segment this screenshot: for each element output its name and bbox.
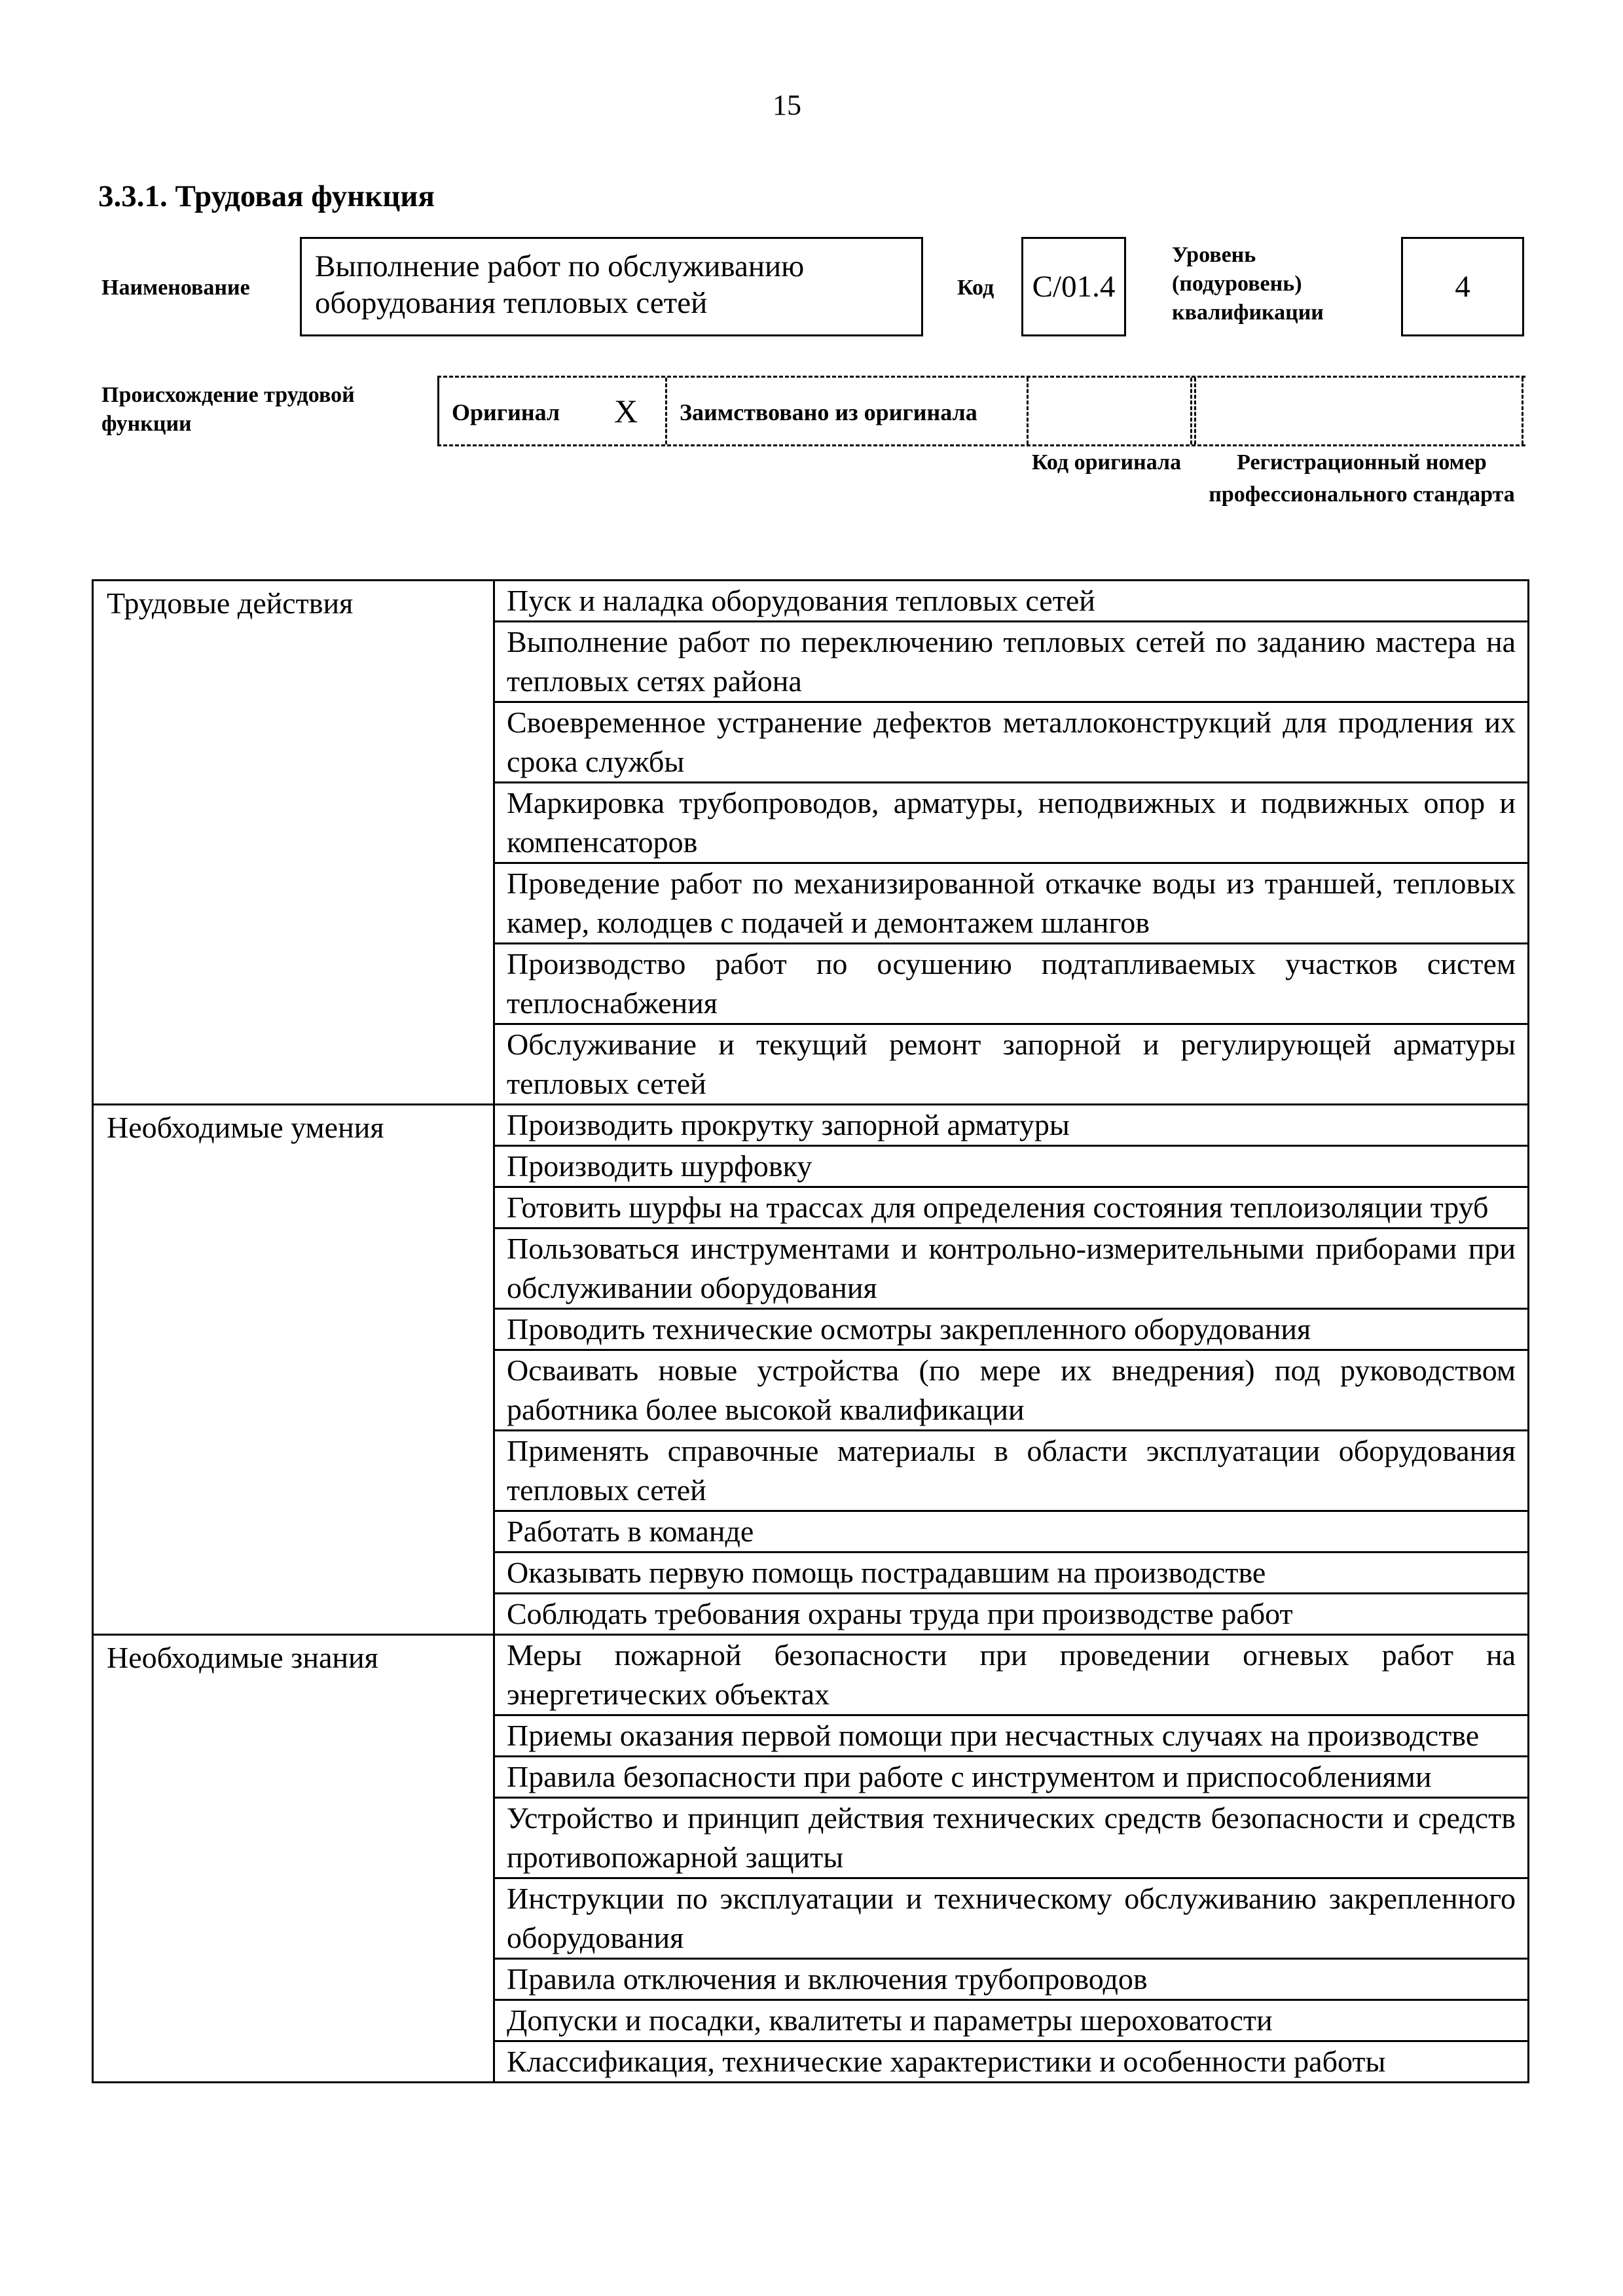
qualification-level-box: 4 <box>1401 237 1524 336</box>
item-cell: Пользоваться инструментами и контрольно-измерительными приборами при обслуживании оборудования <box>494 1229 1529 1309</box>
origin-original-label: Оригинал <box>452 399 560 425</box>
item-cell: Применять справочные материалы в области эксплуатации оборудования тепловых сетей <box>494 1431 1529 1511</box>
item-cell: Устройство и принцип действия технических средств безопасности и средств противопожарной защиты <box>494 1798 1529 1878</box>
item-cell: Работать в команде <box>494 1511 1529 1552</box>
origin-row <box>437 376 1525 446</box>
item-cell: Приемы оказания первой помощи при несчастных случаях на производстве <box>494 1715 1529 1757</box>
item-cell: Допуски и посадки, квалитеты и параметры шероховатости <box>494 2000 1529 2041</box>
name-label: Наименование <box>101 276 250 300</box>
origin-borrowed-label: Заимствовано из оригинала <box>680 399 977 425</box>
item-cell: Маркировка трубопроводов, арматуры, неподвижных и подвижных опор и компенсаторов <box>494 783 1529 863</box>
function-name-box: Выполнение работ по обслуживанию оборудования тепловых сетей <box>300 237 923 336</box>
item-cell: Производить прокрутку запорной арматуры <box>494 1105 1529 1146</box>
item-cell: Проводить технические осмотры закрепленного оборудования <box>494 1309 1529 1350</box>
origin-divider <box>437 378 439 444</box>
item-cell: Проведение работ по механизированной откачке воды из траншей, тепловых камер, колодцев с подачей и демонтажем шлангов <box>494 863 1529 944</box>
level-label: Уровень (подуровень) квалификации <box>1172 243 1324 325</box>
table-row <box>93 581 1529 622</box>
section-title: 3.3.1. Трудовая функция <box>98 179 435 213</box>
item-cell: Пуск и наладка оборудования тепловых сетей <box>494 581 1529 622</box>
item-cell: Соблюдать требования охраны труда при производстве работ <box>494 1594 1529 1635</box>
item-cell: Производить шурфовку <box>494 1146 1529 1187</box>
origin-label: Происхождение трудовой функции <box>101 383 355 437</box>
registration-number-caption: Регистрационный номер профессионального стандарта <box>1209 450 1515 507</box>
category-cell: Трудовые действия <box>93 581 494 1105</box>
origin-divider <box>1194 378 1196 444</box>
item-cell: Своевременное устранение дефектов металлоконструкций для продления их срока службы <box>494 702 1529 783</box>
origin-original-mark: X <box>614 393 638 429</box>
item-cell: Осваивать новые устройства (по мере их внедрения) под руководством работника более высокой квалификации <box>494 1350 1529 1431</box>
origin-code-caption: Код оригинала <box>1031 450 1182 475</box>
item-cell: Выполнение работ по переключению тепловых сетей по заданию мастера на тепловых сетях района <box>494 622 1529 702</box>
item-cell: Обслуживание и текущий ремонт запорной и регулирующей арматуры тепловых сетей <box>494 1024 1529 1105</box>
origin-divider <box>1027 378 1029 444</box>
table-row <box>93 1635 1529 1715</box>
code-label: Код <box>957 276 994 300</box>
item-cell: Производство работ по осушению подтапливаемых участков систем теплоснабжения <box>494 944 1529 1024</box>
category-cell: Необходимые знания <box>93 1635 494 2083</box>
item-cell: Классификация, технические характеристики и особенности работы <box>494 2041 1529 2083</box>
item-cell: Готовить шурфы на трассах для определения состояния теплоизоляции труб <box>494 1187 1529 1229</box>
item-cell: Правила отключения и включения трубопроводов <box>494 1959 1529 2000</box>
labor-function-table <box>92 579 1529 2083</box>
table-row <box>93 1105 1529 1146</box>
origin-divider <box>1522 378 1523 444</box>
function-code-box: C/01.4 <box>1021 237 1126 336</box>
origin-divider <box>665 378 667 444</box>
page-number: 15 <box>773 89 801 121</box>
item-cell: Правила безопасности при работе с инструментом и приспособлениями <box>494 1757 1529 1798</box>
origin-divider <box>1190 378 1192 444</box>
item-cell: Инструкции по эксплуатации и техническому обслуживанию закрепленного оборудования <box>494 1878 1529 1959</box>
item-cell: Оказывать первую помощь пострадавшим на производстве <box>494 1552 1529 1594</box>
category-cell: Необходимые умения <box>93 1105 494 1635</box>
item-cell: Меры пожарной безопасности при проведении огневых работ на энергетических объектах <box>494 1635 1529 1715</box>
